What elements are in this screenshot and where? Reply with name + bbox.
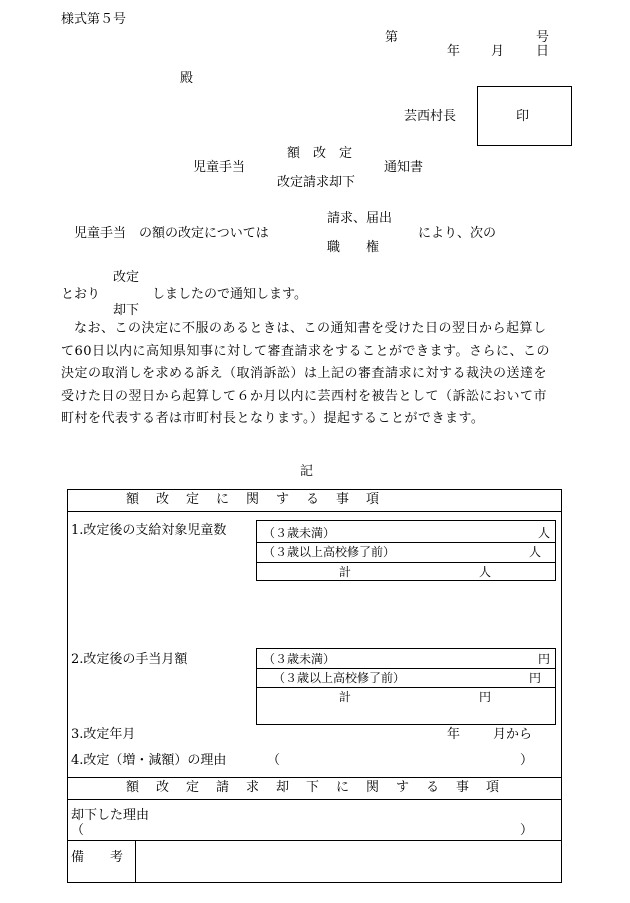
- date-day: 日: [536, 44, 550, 59]
- intro-line2-trail: しましたので通知します。: [152, 287, 307, 302]
- divider: [256, 542, 556, 543]
- item2-row2-label: （３歳以上高校修了前）: [273, 671, 406, 685]
- item2-total-unit: 円: [479, 690, 492, 704]
- issuer-name: 芸西村長: [404, 109, 457, 124]
- item4-close-paren: ）: [520, 753, 534, 768]
- date-year: 年: [447, 44, 461, 59]
- item4-label: 4.改定（増・減額）の理由: [71, 753, 227, 768]
- seal-label: 印: [516, 109, 530, 124]
- remarks-label: 備 考: [71, 850, 124, 865]
- item2-row1-label: （３歳未満）: [263, 652, 336, 666]
- item4-open-paren: （: [267, 753, 281, 768]
- intro-option2-bottom: 却下: [113, 303, 140, 318]
- title-option-top: 額 改 定: [287, 146, 353, 161]
- divider: [67, 799, 562, 800]
- date-month: 月: [491, 44, 505, 59]
- item3-label: 3.改定年月: [71, 727, 136, 742]
- intro-option-top: 請求、届出: [327, 211, 393, 226]
- item2-label: 2.改定後の手当月額: [71, 652, 188, 667]
- item3-year: 年: [447, 727, 461, 742]
- section2-header: 額改定請求却下に関する事項: [126, 780, 517, 795]
- doc-number-prefix: 第: [385, 30, 399, 45]
- title-prefix: 児童手当: [193, 160, 246, 175]
- reject-close-paren: ）: [520, 823, 534, 838]
- item2-total-label: 計: [339, 690, 352, 704]
- item1-total-label: 計: [339, 565, 352, 579]
- intro-lead: 児童手当 の額の改定については: [74, 226, 269, 241]
- reject-label: 却下した理由: [71, 808, 150, 823]
- divider: [67, 777, 562, 778]
- form-number: 様式第５号: [61, 12, 127, 27]
- divider: [67, 840, 562, 841]
- item1-row1-unit: 人: [538, 526, 551, 540]
- item1-row2-label: （３歳以上高校修了前）: [263, 545, 396, 559]
- divider: [67, 511, 562, 512]
- reject-open-paren: （: [71, 823, 85, 838]
- intro-line2-lead: とおり: [61, 287, 101, 302]
- item2-row1-unit: 円: [538, 652, 551, 666]
- divider: [256, 668, 556, 669]
- title-suffix: 通知書: [384, 160, 424, 175]
- item1-row1-label: （３歳未満）: [263, 526, 336, 540]
- section1-header: 額改定に関する事項: [126, 492, 397, 507]
- intro-option-bottom: 職 権: [327, 240, 380, 255]
- divider: [256, 687, 556, 688]
- item1-total-unit: 人: [479, 565, 492, 579]
- item2-row2-unit: 円: [529, 671, 542, 685]
- divider: [256, 562, 556, 563]
- item1-row2-unit: 人: [529, 545, 542, 559]
- title-option-bottom: 改定請求却下: [277, 175, 356, 190]
- ki-marker: 記: [300, 464, 314, 479]
- item3-month: 月から: [493, 727, 533, 742]
- notice-paragraph: なお、この決定に不服のあるときは、この通知書を受けた日の翌日から起算して60日以内に高知県知事に対して審査請求をすることができます。さらに、この決定の取消しを求める訴え（取消訴訟）は上記の審査請求に対する裁決の送達を受けた日の翌日から起算して６か月以内に芸西村を被告として（訴訟において市町村を代表する者は市町村長となります。）提起することができます。: [61, 321, 551, 426]
- intro-trail: により、次の: [418, 226, 497, 241]
- addressee-suffix: 殿: [180, 71, 194, 86]
- item1-label: 1.改定後の支給対象児童数: [71, 523, 227, 538]
- doc-number-suffix: 号: [536, 30, 550, 45]
- intro-option2-top: 改定: [113, 270, 140, 285]
- divider: [135, 840, 136, 883]
